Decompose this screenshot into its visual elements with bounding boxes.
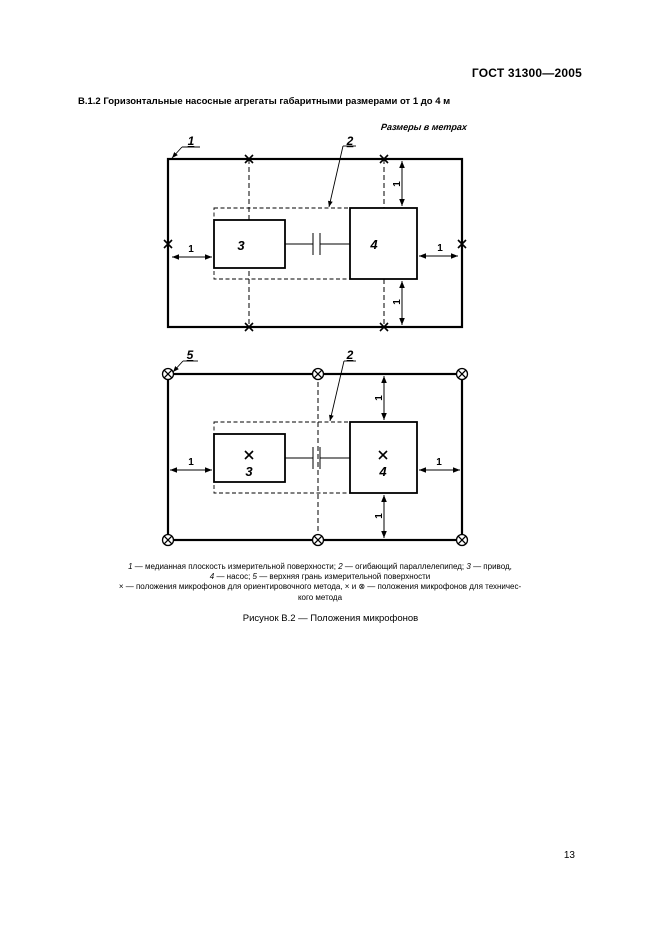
section-title: В.1.2 Горизонтальные насосные агрегаты габаритными размерами от 1 до 4 м <box>78 96 451 107</box>
leader-line <box>330 361 344 421</box>
driver-label: 3 <box>237 238 245 253</box>
legend-line-1: 1 — медианная плоскость измерительной поверхности; 2 — огибающий параллелепипед; 3 — привод, <box>128 562 512 571</box>
dimension-label: 1 <box>392 299 403 305</box>
callout-1: 1 <box>187 134 195 148</box>
leader-line <box>329 146 343 207</box>
driver-box-top <box>214 220 285 268</box>
legend-line-2: 4 — насос; 5 — верхняя грань измерительной поверхности <box>209 572 431 582</box>
leader-line <box>172 147 182 158</box>
coupling-top <box>285 233 350 255</box>
diagram-top <box>164 134 466 331</box>
document-header: ГОСТ 31300—2005 <box>471 66 582 80</box>
pump-box-top <box>350 208 417 279</box>
page-number: 13 <box>563 850 575 861</box>
legend-line-3: × — положения микрофонов для ориентировочного метода, × и ⊗ — положения микрофонов для техничес- <box>118 582 522 592</box>
units-note: Размеры в метрах <box>380 122 468 132</box>
legend-line-4: кого метода <box>297 592 343 602</box>
diagram-bottom <box>163 348 468 546</box>
microphone-position-cross <box>164 155 466 331</box>
dimension-label: 1 <box>392 181 403 187</box>
microphone-position-circled-cross <box>163 369 468 546</box>
dimension-label: 1 <box>188 244 194 255</box>
callout-2: 2 <box>346 348 354 362</box>
figure-legend <box>84 562 556 603</box>
dimension-label: 1 <box>374 395 385 401</box>
pump-box-bottom <box>350 422 417 493</box>
driver-label: 3 <box>245 464 253 479</box>
dimension-label: 1 <box>436 457 442 468</box>
callout-5: 5 <box>186 348 194 362</box>
leader-line <box>173 361 183 372</box>
dimension-label: 1 <box>188 457 194 468</box>
dimension-label: 1 <box>374 513 385 519</box>
pump-label: 4 <box>370 237 378 252</box>
callout-2: 2 <box>346 134 354 148</box>
dimension-label: 1 <box>437 243 443 254</box>
figure-caption: Рисунок В.2 — Положения микрофонов <box>242 613 419 624</box>
pump-label: 4 <box>379 464 387 479</box>
